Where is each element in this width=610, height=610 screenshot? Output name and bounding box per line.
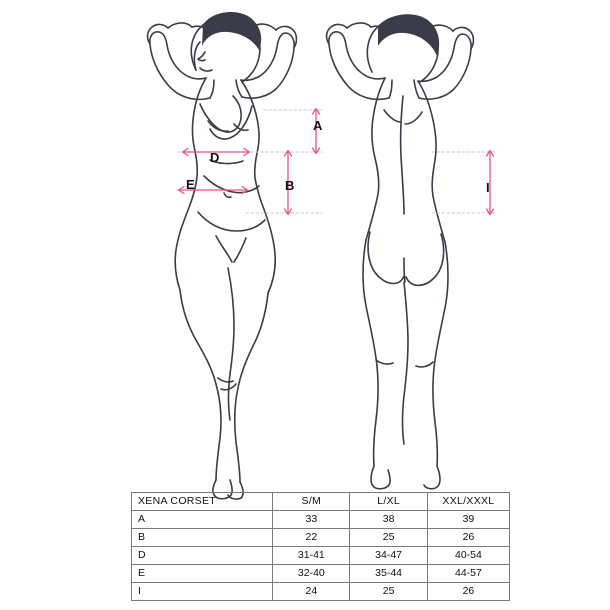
row-label-i: I (132, 583, 273, 601)
measure-label-a: A (313, 118, 323, 133)
front-body-silhouette (148, 12, 297, 499)
cell-a-sm: 33 (273, 511, 350, 529)
row-label-b: B (132, 529, 273, 547)
table-header-row (132, 493, 510, 511)
measure-label-e: E (186, 177, 195, 192)
table-header-xxlxxxl: XXL/XXXL (427, 493, 509, 511)
cell-d-xxlxxxl: 40-54 (427, 547, 509, 565)
cell-i-lxl: 25 (350, 583, 428, 601)
table-header-title: XENA CORSET (132, 493, 273, 511)
cell-d-lxl: 34-47 (350, 547, 428, 565)
measure-label-d: D (210, 150, 220, 165)
cell-i-xxlxxxl: 26 (427, 583, 509, 601)
measure-label-b: B (285, 178, 295, 193)
measure-label-i: I (486, 180, 490, 195)
back-body-silhouette (327, 14, 474, 488)
cell-b-lxl: 25 (350, 529, 428, 547)
size-table (131, 492, 510, 601)
table-header-sm: S/M (273, 493, 350, 511)
cell-b-xxlxxxl: 26 (427, 529, 509, 547)
cell-i-sm: 24 (273, 583, 350, 601)
cell-d-sm: 31-41 (273, 547, 350, 565)
row-label-e: E (132, 565, 273, 583)
cell-e-sm: 32-40 (273, 565, 350, 583)
table-row (132, 565, 510, 583)
table-header-lxl: L/XL (350, 493, 428, 511)
cell-e-xxlxxxl: 44-57 (427, 565, 509, 583)
table-row (132, 583, 510, 601)
cell-a-xxlxxxl: 39 (427, 511, 509, 529)
cell-b-sm: 22 (273, 529, 350, 547)
table-row (132, 511, 510, 529)
row-label-d: D (132, 547, 273, 565)
cell-e-lxl: 35-44 (350, 565, 428, 583)
table-row (132, 547, 510, 565)
table-row (132, 529, 510, 547)
cell-a-lxl: 38 (350, 511, 428, 529)
row-label-a: A (132, 511, 273, 529)
